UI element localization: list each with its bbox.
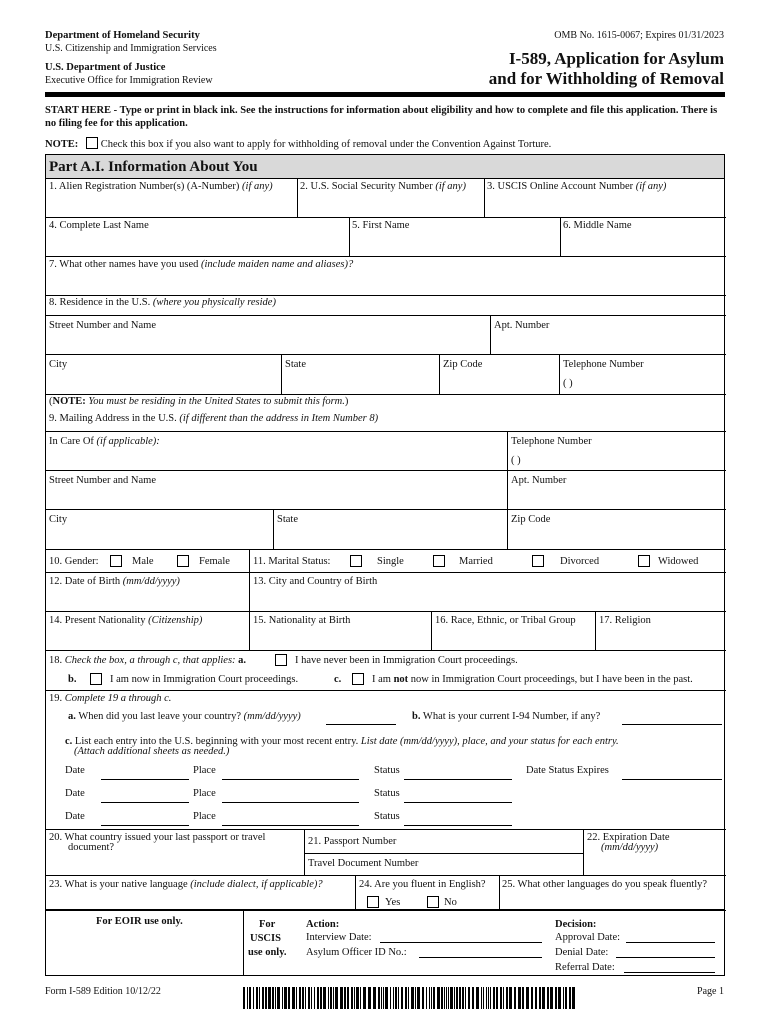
uscis-use-1: For [259, 919, 276, 930]
barcode-bar [444, 987, 445, 1009]
date-status-expires-label: Date Status Expires [526, 765, 609, 776]
entry2-place-label: Place [193, 788, 216, 799]
barcode-bar [488, 987, 489, 1009]
field-ssn[interactable]: 2. U.S. Social Security Number (if any) [300, 181, 466, 192]
entry2-date-input[interactable] [101, 802, 189, 803]
barcode-bar [265, 987, 267, 1009]
barcode-bar [335, 987, 338, 1009]
form-title-line2: and for Withholding of Removal [488, 69, 724, 88]
field-religion[interactable]: 17. Religion [599, 615, 651, 626]
barcode-bar [330, 987, 332, 1009]
barcode-bar [542, 987, 545, 1009]
barcode-bar [503, 987, 504, 1009]
interview-date-input[interactable] [380, 942, 542, 943]
barcode-bar [446, 987, 447, 1009]
entry3-date-label: Date [65, 811, 85, 822]
res-phone-area: ( ) [563, 378, 573, 389]
field-mail-apt[interactable]: Apt. Number [511, 475, 567, 486]
barcode-bar [351, 987, 353, 1009]
barcode-bar [395, 987, 397, 1009]
english-no-label: No [444, 897, 457, 908]
barcode-bar [531, 987, 533, 1009]
decision-label: Decision: [555, 919, 597, 930]
barcode-bar [381, 987, 382, 1009]
q24-label: 24. Are you fluent in English? [359, 879, 486, 890]
date-status-expires-input[interactable] [622, 779, 722, 780]
barcode-bar [408, 987, 409, 1009]
field-passport-number[interactable]: 21. Passport Number [308, 836, 397, 847]
field-mail-zip[interactable]: Zip Code [511, 514, 551, 525]
residence-label: 8. Residence in the U.S. (where you physically reside) [49, 297, 276, 308]
marital-divorced-checkbox[interactable] [532, 555, 544, 567]
referral-date-input[interactable] [624, 972, 715, 973]
barcode-bar [433, 987, 435, 1009]
residence-note: (NOTE: You must be residing in the United States to submit this form.) [49, 396, 349, 407]
barcode-bar [308, 987, 310, 1009]
barcode-bar [268, 987, 271, 1009]
q18b-checkbox[interactable] [90, 673, 102, 685]
entry2-status-label: Status [374, 788, 400, 799]
marital-widowed-label: Widowed [658, 556, 699, 567]
barcode-bar [496, 987, 498, 1009]
barcode-bar [450, 987, 453, 1009]
field-res-apt[interactable]: Apt. Number [494, 320, 550, 331]
barcode-bar [340, 987, 343, 1009]
barcode-bar [555, 987, 557, 1009]
barcode-bar [535, 987, 537, 1009]
marital-married-label: Married [459, 556, 493, 567]
q19-label: 19. Complete 19 a through c. [49, 693, 172, 704]
barcode-bar [320, 987, 322, 1009]
field-birth-place[interactable]: 13. City and Country of Birth [253, 576, 378, 587]
marital-label: 11. Marital Status: [253, 556, 331, 567]
q18-label: 18. Check the box, a through c, that applies: a. [49, 655, 247, 666]
barcode-bar [486, 987, 487, 1009]
passport-country-cont: document? [68, 842, 115, 853]
barcode-bar [344, 987, 346, 1009]
field-last-name[interactable]: 4. Complete Last Name [49, 220, 149, 231]
field-uscis-account[interactable]: 3. USCIS Online Account Number (if any) [487, 181, 667, 192]
barcode-bar [429, 987, 430, 1009]
barcode-bar [302, 987, 304, 1009]
field-res-state[interactable]: State [285, 359, 306, 370]
barcode-bar [284, 987, 287, 1009]
marital-widowed-checkbox[interactable] [638, 555, 650, 567]
barcode-bar [363, 987, 366, 1009]
field-expiration-date[interactable]: 22. Expiration Date [587, 832, 670, 843]
entry2-status-input[interactable] [404, 802, 512, 803]
start-here-instructions: START HERE - Type or print in black ink. See the instructions for information about eligibility and how to complete and file this application. There is no filing fee for this application. [45, 105, 718, 129]
english-yes-label: Yes [385, 897, 401, 908]
field-nationality-birth[interactable]: 15. Nationality at Birth [253, 615, 351, 626]
barcode-bar [509, 987, 512, 1009]
barcode-bar [347, 987, 349, 1009]
field-a-number[interactable]: 1. Alien Registration Number(s) (A-Number) (if any) [49, 181, 273, 192]
entry1-date-label: Date [65, 765, 85, 776]
barcode-bar [483, 987, 484, 1009]
barcode-bar [448, 987, 449, 1009]
barcode-bar [563, 987, 564, 1009]
barcode-bar [431, 987, 432, 1009]
q19c-attach: (Attach additional sheets as needed.) [74, 746, 230, 757]
barcode-bar [565, 987, 567, 1009]
officer-id-label: Asylum Officer ID No.: [306, 947, 407, 958]
field-care-of[interactable]: In Care Of (if applicable): [49, 436, 160, 447]
barcode-bar [462, 987, 464, 1009]
barcode-bar [328, 987, 329, 1009]
approval-date-input[interactable] [626, 942, 715, 943]
referral-date-label: Referral Date: [555, 962, 615, 973]
barcode-bar [550, 987, 553, 1009]
barcode-bar [311, 987, 312, 1009]
note-label: NOTE: [45, 139, 79, 150]
entry3-date-input[interactable] [101, 825, 189, 826]
barcode-bar [288, 987, 290, 1009]
barcode-bar [456, 987, 458, 1009]
barcode-bar [299, 987, 301, 1009]
barcode-bar [282, 987, 283, 1009]
note-text: Check this box if you also want to apply for withholding of removal under the Convention Against Torture. [100, 139, 552, 150]
barcode-bar [411, 987, 414, 1009]
barcode-bar [393, 987, 394, 1009]
q19b-text: b. What is your current I-94 Number, if any? [412, 711, 601, 722]
barcode-bar [506, 987, 508, 1009]
barcode-bar [493, 987, 495, 1009]
gender-male-checkbox[interactable] [110, 555, 122, 567]
q18a-text: I have never been in Immigration Court proceedings. [295, 655, 518, 666]
interview-date-label: Interview Date: [306, 932, 372, 943]
field-dob[interactable]: 12. Date of Birth (mm/dd/yyyy) [49, 576, 180, 587]
barcode-bar [522, 987, 524, 1009]
action-label: Action: [306, 919, 340, 930]
barcode-bar [262, 987, 264, 1009]
barcode-bar [547, 987, 549, 1009]
q19a-input[interactable] [326, 724, 396, 725]
header-rule [45, 92, 725, 97]
expiration-format: (mm/dd/yyyy) [601, 842, 659, 853]
barcode-bar [468, 987, 470, 1009]
barcode-bar [526, 987, 529, 1009]
q18b-letter: b. [68, 674, 77, 685]
barcode-bar [317, 987, 319, 1009]
barcode [243, 987, 578, 1009]
denial-date-input[interactable] [616, 957, 715, 958]
barcode-bar [275, 987, 276, 1009]
field-res-city[interactable]: City [49, 359, 68, 370]
q18c-checkbox[interactable] [352, 673, 364, 685]
q19c-text: c. List each entry into the U.S. beginning with your most recent entry. List date (mm/dd/yyyy), place, and your status for each entry. [65, 736, 619, 747]
marital-married-checkbox[interactable] [433, 555, 445, 567]
agency-uscis: U.S. Citizenship and Immigration Services [45, 43, 217, 54]
barcode-bar [378, 987, 380, 1009]
barcode-bar [490, 987, 491, 1009]
barcode-bar [569, 987, 571, 1009]
barcode-bar [314, 987, 315, 1009]
field-other-names[interactable]: 7. What other names have you used (include maiden name and aliases)? [49, 259, 354, 270]
barcode-bar [333, 987, 334, 1009]
denial-date-label: Denial Date: [555, 947, 609, 958]
field-native-language[interactable]: 23. What is your native language (include dialect, if applicable)? [49, 879, 323, 890]
barcode-bar [243, 987, 245, 1009]
field-mail-state[interactable]: State [277, 514, 298, 525]
barcode-bar [422, 987, 424, 1009]
q18b-text: I am now in Immigration Court proceedings. [110, 674, 299, 685]
marital-single-label: Single [377, 556, 404, 567]
barcode-bar [360, 987, 361, 1009]
barcode-bar [500, 987, 502, 1009]
barcode-bar [514, 987, 516, 1009]
q19a-text: a. When did you last leave your country? (mm/dd/yyyy) [68, 711, 301, 722]
barcode-bar [385, 987, 388, 1009]
barcode-bar [354, 987, 355, 1009]
barcode-bar [368, 987, 371, 1009]
gender-female-label: Female [199, 556, 230, 567]
barcode-bar [472, 987, 474, 1009]
mailing-label: 9. Mailing Address in the U.S. (if different than the address in Item Number 8) [49, 413, 379, 424]
barcode-bar [437, 987, 440, 1009]
entry3-status-label: Status [374, 811, 400, 822]
barcode-bar [459, 987, 461, 1009]
mail-phone-area: ( ) [511, 455, 521, 466]
field-mail-street[interactable]: Street Number and Name [49, 475, 157, 486]
agency-dhs: Department of Homeland Security [45, 30, 200, 41]
barcode-bar [558, 987, 561, 1009]
form-edition: Form I-589 Edition 10/12/22 [45, 986, 161, 997]
barcode-bar [272, 987, 274, 1009]
barcode-bar [356, 987, 359, 1009]
barcode-bar [518, 987, 521, 1009]
entry2-place-input[interactable] [222, 802, 359, 803]
barcode-bar [305, 987, 306, 1009]
english-yes-checkbox[interactable] [367, 896, 379, 908]
barcode-bar [405, 987, 407, 1009]
entry1-date-input[interactable] [101, 779, 189, 780]
barcode-bar [441, 987, 443, 1009]
field-other-languages[interactable]: 25. What other languages do you speak fluently? [502, 879, 708, 890]
barcode-bar [373, 987, 376, 1009]
barcode-bar [253, 987, 254, 1009]
q18a-checkbox[interactable] [275, 654, 287, 666]
barcode-bar [292, 987, 295, 1009]
barcode-bar [539, 987, 541, 1009]
part-title: Part A.I. Information About You [46, 155, 724, 179]
entry1-status-input[interactable] [404, 779, 512, 780]
barcode-bar [256, 987, 258, 1009]
marital-divorced-label: Divorced [560, 556, 600, 567]
gender-label: 10. Gender: [49, 556, 99, 567]
field-ethnic-group[interactable]: 16. Race, Ethnic, or Tribal Group [435, 615, 576, 626]
barcode-bar [247, 987, 248, 1009]
q18c-text: I am not now in Immigration Court proceedings, but I have been in the past. [372, 674, 693, 685]
gender-female-checkbox[interactable] [177, 555, 189, 567]
barcode-bar [465, 987, 466, 1009]
entry1-place-label: Place [193, 765, 216, 776]
form-title-line1: I-589, Application for Asylum [508, 49, 724, 68]
entry3-place-label: Place [193, 811, 216, 822]
barcode-bar [277, 987, 280, 1009]
uscis-use-3: use only. [248, 947, 287, 958]
barcode-bar [481, 987, 482, 1009]
barcode-bar [323, 987, 326, 1009]
entry3-place-input[interactable] [222, 825, 359, 826]
field-mail-phone[interactable]: Telephone Number [511, 436, 592, 447]
barcode-bar [383, 987, 384, 1009]
part-ai-form [45, 154, 725, 910]
approval-date-label: Approval Date: [555, 932, 621, 943]
barcode-bar [476, 987, 479, 1009]
agency-eoir: Executive Office for Immigration Review [45, 75, 213, 86]
field-nationality[interactable]: 14. Present Nationality (Citizenship) [49, 615, 203, 626]
field-res-phone[interactable]: Telephone Number [563, 359, 644, 370]
q18c-letter: c. [334, 674, 342, 685]
field-middle-name[interactable]: 6. Middle Name [563, 220, 632, 231]
q19b-input[interactable] [622, 724, 722, 725]
field-travel-doc[interactable]: Travel Document Number [308, 858, 419, 869]
barcode-bar [398, 987, 399, 1009]
entry1-status-label: Status [374, 765, 400, 776]
barcode-bar [390, 987, 391, 1009]
eoir-use-only: For EOIR use only. [96, 916, 183, 927]
barcode-bar [249, 987, 251, 1009]
field-res-street[interactable]: Street Number and Name [49, 320, 157, 331]
barcode-bar [296, 987, 297, 1009]
barcode-bar [417, 987, 420, 1009]
cat-note [45, 137, 551, 150]
field-res-zip[interactable]: Zip Code [443, 359, 483, 370]
english-no-checkbox[interactable] [427, 896, 439, 908]
field-passport-country[interactable]: 20. What country issued your last passport or travel [49, 832, 266, 843]
cat-checkbox[interactable] [86, 137, 98, 149]
barcode-bar [572, 987, 575, 1009]
barcode-bar [415, 987, 416, 1009]
barcode-bar [259, 987, 260, 1009]
page-number: Page 1 [697, 986, 724, 997]
gender-male-label: Male [132, 556, 154, 567]
agency-doj: U.S. Department of Justice [45, 62, 166, 73]
entry3-status-input[interactable] [404, 825, 512, 826]
omb-number: OMB No. 1615-0067; Expires 01/31/2023 [554, 30, 724, 41]
officer-id-input[interactable] [419, 957, 542, 958]
uscis-use-2: USCIS [250, 933, 281, 944]
barcode-bar [454, 987, 455, 1009]
field-mail-city[interactable]: City [49, 514, 68, 525]
field-first-name[interactable]: 5. First Name [352, 220, 410, 231]
barcode-bar [426, 987, 427, 1009]
entry1-place-input[interactable] [222, 779, 359, 780]
entry2-date-label: Date [65, 788, 85, 799]
barcode-bar [401, 987, 403, 1009]
marital-single-checkbox[interactable] [350, 555, 362, 567]
